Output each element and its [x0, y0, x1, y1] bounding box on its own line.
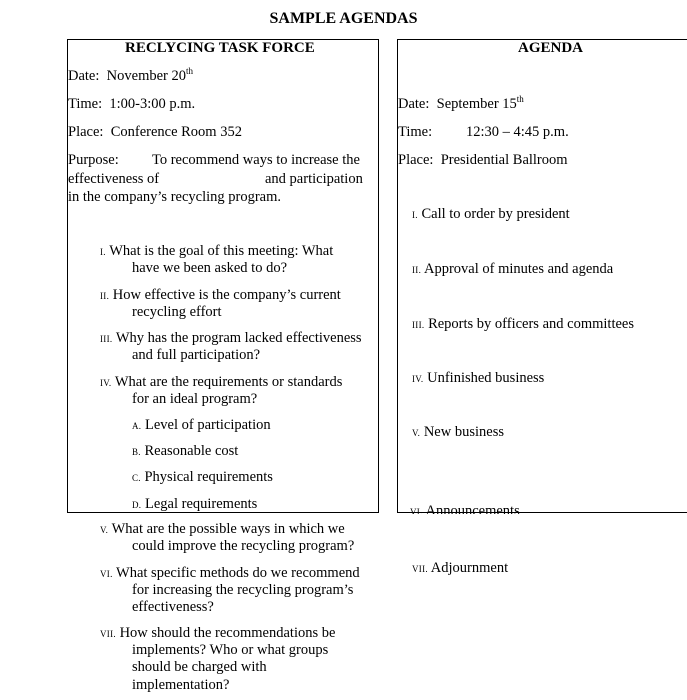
right-item-2-text: Approval of minutes and agenda	[423, 261, 614, 277]
right-item-1	[412, 206, 570, 224]
left-purpose-line3: in the company’s recycling program.	[68, 189, 282, 205]
left-item-2-line1: How effective is the company’s current	[112, 287, 341, 303]
right-item-7-text: Adjournment	[430, 560, 509, 576]
left-item-6-line2: for increasing the recycling program’s	[132, 582, 354, 598]
right-item-4-num: IV.	[412, 374, 424, 384]
left-item-5	[100, 521, 345, 539]
left-item-4-line2: for an ideal program?	[132, 391, 258, 407]
left-item-1-line2: have we been asked to do?	[132, 260, 288, 276]
left-item-3-line1: Why has the program lacked effectiveness	[115, 330, 362, 346]
left-place	[68, 124, 242, 141]
right-item-5	[412, 424, 504, 442]
left-purpose-label: Purpose:	[68, 152, 119, 168]
right-item-5-text: New business	[423, 424, 504, 440]
right-item-3-num: III.	[412, 320, 425, 330]
left-item-2-line2: recycling effort	[132, 304, 222, 320]
left-date-value: November 20	[106, 68, 186, 84]
left-item-1	[100, 243, 333, 261]
left-date-sup: th	[185, 66, 193, 77]
right-item-1-text: Call to order by president	[421, 206, 570, 222]
left-purpose-line2b: and participation	[265, 171, 363, 187]
left-item-6	[100, 565, 360, 583]
right-place	[398, 152, 568, 169]
right-item-4-text: Unfinished business	[427, 370, 545, 386]
left-subitem-b-text: Reasonable cost	[144, 443, 239, 459]
page-title: SAMPLE AGENDAS	[269, 10, 418, 27]
left-purpose-line2a: effectiveness of	[68, 171, 160, 187]
left-item-6-num: VI.	[100, 569, 113, 579]
left-subitem-a	[132, 417, 271, 435]
left-subitem-a-text: Level of participation	[144, 417, 271, 433]
right-item-6-num: VI.	[410, 507, 423, 514]
left-subitem-d-text: Legal requirements	[144, 496, 258, 512]
left-item-4-line1: What are the requirements or standards	[114, 374, 343, 390]
left-time	[68, 96, 195, 113]
right-item-4	[412, 370, 544, 388]
right-item-5-num: V.	[412, 428, 421, 438]
right-time-label: Time:	[398, 124, 433, 140]
right-item-2	[412, 261, 613, 279]
left-item-5-num: V.	[100, 525, 109, 535]
right-item-2-num: II.	[412, 265, 422, 275]
left-subitem-b-letter: B.	[132, 447, 141, 457]
left-item-6-line1: What specific methods do we recommend	[116, 565, 360, 581]
right-place-label: Place:	[398, 152, 434, 168]
left-item-1-line1: What is the goal of this meeting: What	[109, 243, 334, 259]
left-item-5-line2: could improve the recycling program?	[132, 538, 355, 554]
right-date-label: Date:	[398, 96, 430, 112]
left-agenda-header: RECLYCING TASK FORCE	[125, 40, 315, 56]
left-subitem-a-letter: A.	[132, 421, 142, 431]
left-item-2-num: II.	[100, 291, 110, 301]
right-item-1-num: I.	[412, 210, 418, 220]
left-item-7-line4: implementation?	[132, 677, 230, 693]
left-item-3-line2: and full participation?	[132, 347, 261, 363]
left-subitem-d-letter: D.	[132, 500, 142, 510]
left-date-label: Date:	[68, 68, 100, 84]
left-subitem-b	[132, 443, 238, 461]
left-item-7-line1: How should the recommendations be	[119, 625, 336, 641]
left-purpose-line1: To recommend ways to increase the	[152, 152, 360, 168]
left-item-1-num: I.	[100, 247, 106, 257]
left-item-7-line3: should be charged with	[132, 659, 267, 675]
left-item-7-line2: implements? Who or what groups	[132, 642, 329, 658]
left-item-6-line3: effectiveness?	[132, 599, 214, 615]
left-subitem-c-letter: C.	[132, 473, 141, 483]
left-item-7	[100, 625, 335, 643]
right-time-value: 12:30 – 4:45 p.m.	[466, 124, 569, 140]
right-date-value: September 15	[436, 96, 517, 112]
left-place-label: Place:	[68, 124, 104, 140]
right-item-7-num: VII.	[412, 564, 428, 574]
left-subitem-c	[132, 469, 273, 487]
left-item-7-num: VII.	[100, 629, 116, 639]
left-item-4	[100, 374, 342, 392]
left-item-4-num: IV.	[100, 378, 112, 388]
right-date-sup: th	[516, 94, 524, 105]
right-item-6-text: Announcements	[425, 504, 520, 514]
left-time-value: 1:00-3:00 p.m.	[109, 96, 196, 112]
left-item-3	[100, 330, 362, 348]
left-date	[68, 68, 193, 85]
left-item-3-num: III.	[100, 334, 113, 344]
right-item-7	[412, 560, 508, 578]
left-place-value: Conference Room 352	[110, 124, 242, 140]
left-item-2	[100, 287, 341, 305]
left-subitem-d	[132, 496, 257, 514]
right-agenda-header: AGENDA	[518, 40, 584, 56]
left-item-5-line1: What are the possible ways in which we	[111, 521, 345, 537]
left-time-label: Time:	[68, 96, 103, 112]
right-item-3	[412, 316, 634, 334]
right-item-3-text: Reports by officers and committees	[428, 316, 634, 332]
right-place-value: Presidential Ballroom	[440, 152, 568, 168]
right-date	[398, 96, 524, 113]
left-subitem-c-text: Physical requirements	[144, 469, 273, 485]
